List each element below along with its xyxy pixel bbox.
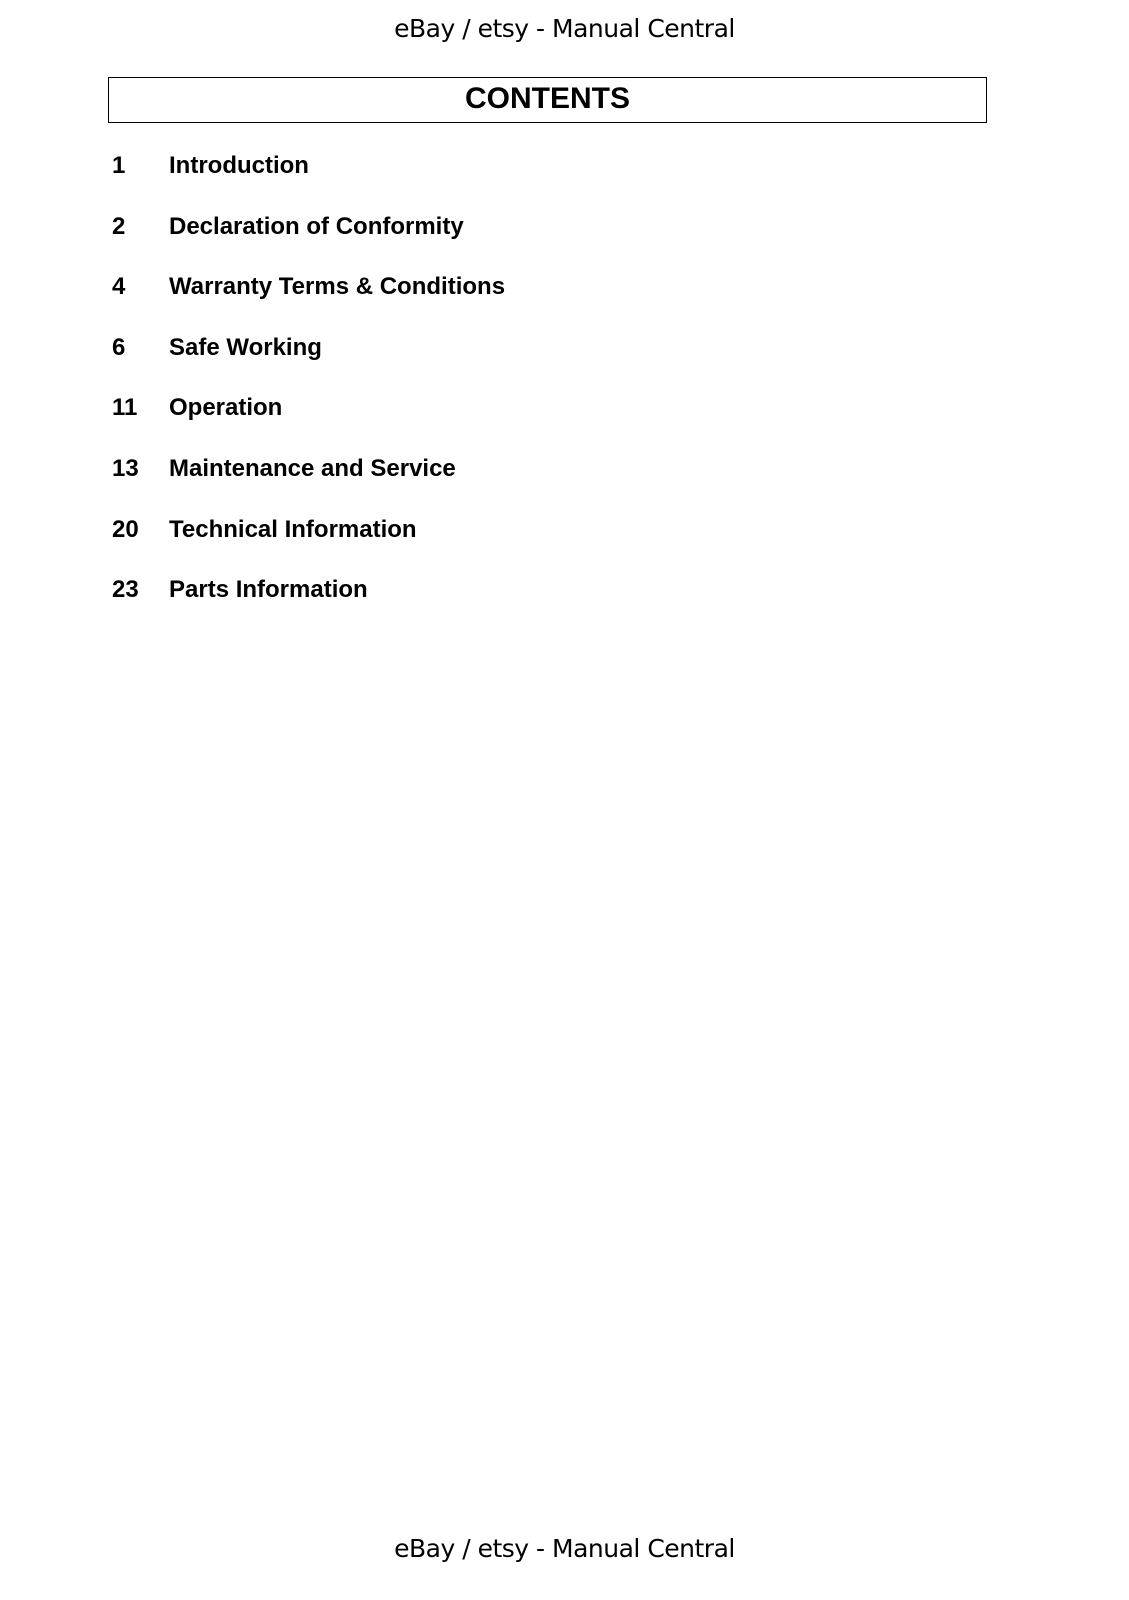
toc-entry[interactable] <box>112 334 505 395</box>
toc-title: Introduction <box>169 152 309 179</box>
toc-title: Safe Working <box>169 333 322 361</box>
contents-title: CONTENTS <box>465 82 630 115</box>
contents-title-box <box>108 77 987 123</box>
toc-page: 1 <box>112 152 126 179</box>
toc-page: 13 <box>112 454 139 482</box>
toc-title: Technical Information <box>169 515 417 543</box>
toc-entry[interactable] <box>112 394 505 455</box>
toc-entry[interactable] <box>112 213 505 274</box>
toc-entry[interactable] <box>112 576 505 637</box>
toc-page: 4 <box>112 273 126 301</box>
toc-page: 23 <box>112 576 139 604</box>
toc-title: Maintenance and Service <box>169 454 456 482</box>
toc-page: 20 <box>112 515 139 543</box>
toc-title: Operation <box>169 394 283 422</box>
toc-entry[interactable] <box>112 516 505 577</box>
page-header: eBay / etsy - Manual Central <box>394 14 735 43</box>
table-of-contents <box>112 152 505 637</box>
toc-entry[interactable] <box>112 273 505 334</box>
toc-entry[interactable] <box>112 455 505 516</box>
toc-page: 11 <box>112 394 138 422</box>
toc-page: 6 <box>112 333 126 361</box>
toc-entry[interactable] <box>112 152 505 213</box>
page-footer: eBay / etsy - Manual Central <box>394 1534 735 1563</box>
toc-title: Declaration of Conformity <box>169 212 464 240</box>
toc-page: 2 <box>112 212 126 240</box>
toc-title: Parts Information <box>169 576 368 604</box>
toc-title: Warranty Terms & Conditions <box>169 273 506 301</box>
